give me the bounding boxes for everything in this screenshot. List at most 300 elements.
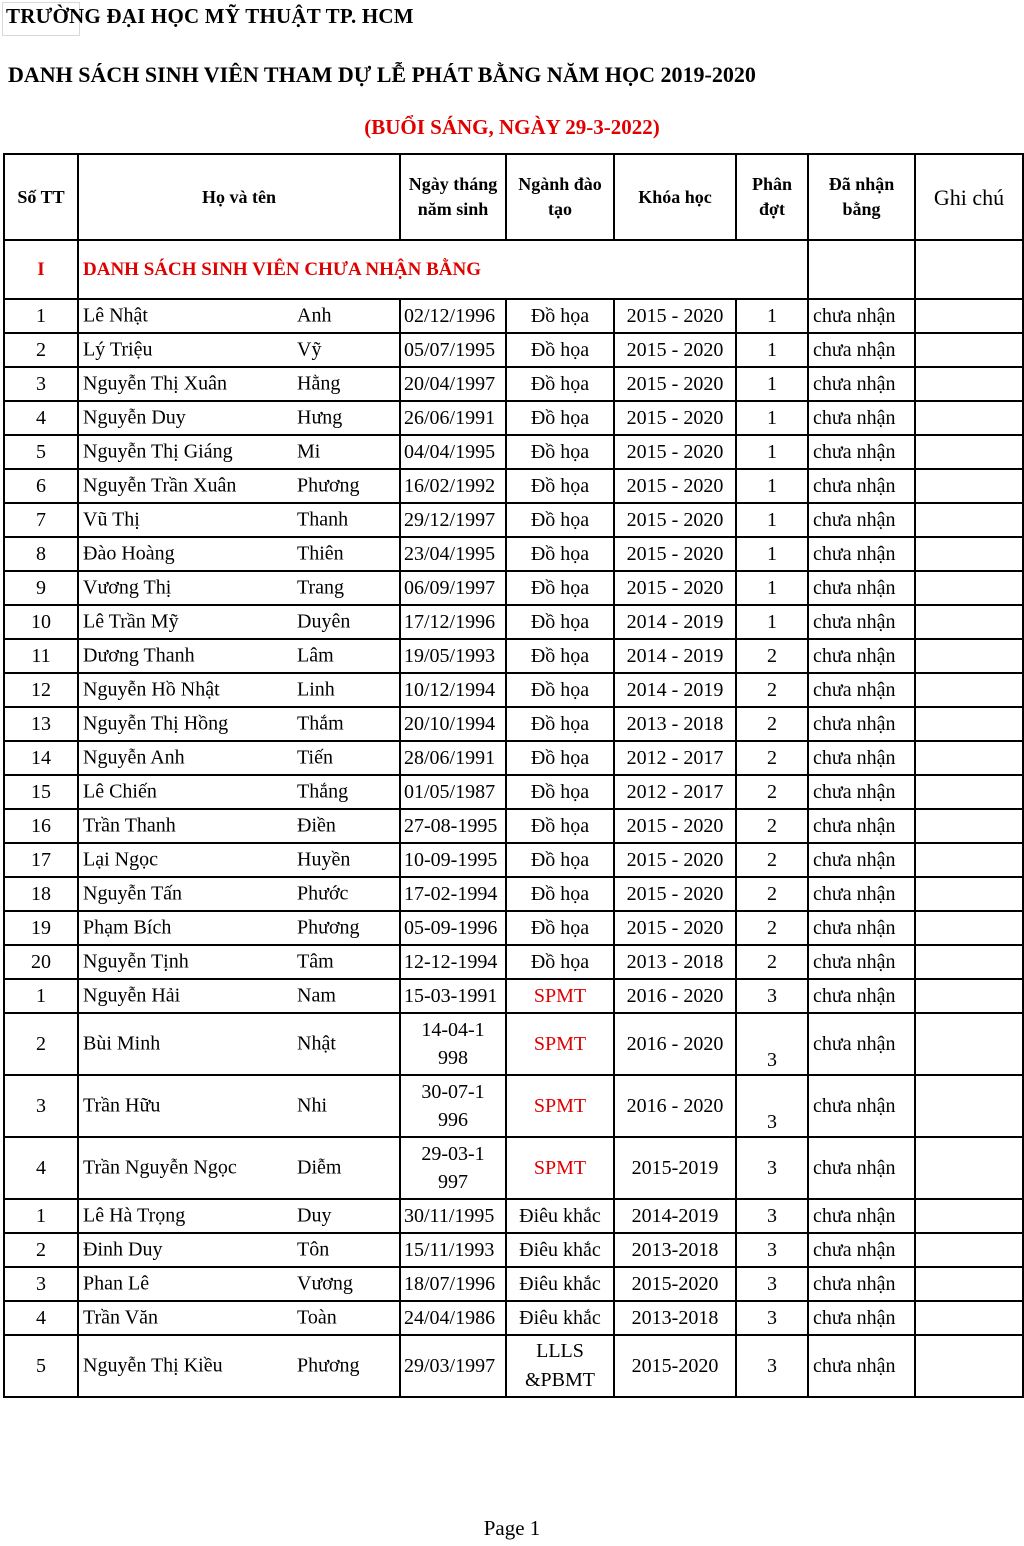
cell-major: Điêu khắc	[506, 1301, 614, 1335]
cell-received: chưa nhận	[808, 1137, 915, 1199]
cell-course: 2015 - 2020	[614, 503, 736, 537]
cell-batch: 1	[736, 435, 808, 469]
cell-stt: 18	[4, 877, 78, 911]
col-header-dob: Ngày tháng năm sinh	[400, 154, 506, 240]
cell-dob: 20/10/1994	[400, 707, 506, 741]
cell-note	[915, 979, 1023, 1013]
cell-note	[915, 571, 1023, 605]
cell-stt: 12	[4, 673, 78, 707]
cell-dob: 05-09-1996	[400, 911, 506, 945]
table-row	[4, 367, 1023, 401]
cell-major: Điêu khắc	[506, 1233, 614, 1267]
cell-course: 2015 - 2020	[614, 367, 736, 401]
cell-received: chưa nhận	[808, 1301, 915, 1335]
cell-first-name: Tôn	[297, 1238, 330, 1261]
table-row	[4, 945, 1023, 979]
cell-stt: 14	[4, 741, 78, 775]
cell-received: chưa nhận	[808, 1199, 915, 1233]
cell-last-name: Nguyễn Hồ Nhật	[83, 678, 220, 701]
table-row	[4, 333, 1023, 367]
table-row	[4, 435, 1023, 469]
cell-major: SPMT	[506, 979, 614, 1013]
table-row	[4, 537, 1023, 571]
cell-course: 2015 - 2020	[614, 843, 736, 877]
cell-stt: 13	[4, 707, 78, 741]
cell-major: Đồ họa	[506, 877, 614, 911]
cell-course: 2016 - 2020	[614, 1013, 736, 1075]
cell-note	[915, 367, 1023, 401]
cell-major: Đồ họa	[506, 571, 614, 605]
cell-stt: 17	[4, 843, 78, 877]
table-row	[4, 605, 1023, 639]
cell-dob: 30/11/1995	[400, 1199, 506, 1233]
cell-last-name: Nguyễn Tấn	[83, 882, 183, 905]
cell-course: 2016 - 2020	[614, 979, 736, 1013]
cell-batch: 1	[736, 333, 808, 367]
cell-stt: 19	[4, 911, 78, 945]
cell-first-name: Toàn	[297, 1306, 337, 1329]
cell-name	[78, 401, 400, 435]
cell-first-name: Duyên	[297, 610, 351, 633]
cell-first-name: Thắm	[297, 712, 344, 735]
cell-received: chưa nhận	[808, 741, 915, 775]
cell-note	[915, 1199, 1023, 1233]
table-row	[4, 1233, 1023, 1267]
cell-dob: 27-08-1995	[400, 809, 506, 843]
cell-last-name: Phạm Bích	[83, 916, 172, 939]
cell-batch: 2	[736, 945, 808, 979]
cell-course: 2013-2018	[614, 1233, 736, 1267]
table-row	[4, 1013, 1023, 1075]
cell-last-name: Đào Hoàng	[83, 542, 175, 565]
cell-received: chưa nhận	[808, 639, 915, 673]
table-row	[4, 911, 1023, 945]
cell-course: 2015 - 2020	[614, 435, 736, 469]
cell-dob: 18/07/1996	[400, 1267, 506, 1301]
cell-note	[915, 435, 1023, 469]
cell-batch: 2	[736, 809, 808, 843]
cell-name	[78, 809, 400, 843]
cell-name	[78, 1013, 400, 1075]
cell-stt: 16	[4, 809, 78, 843]
cell-first-name: Phương	[297, 474, 360, 497]
cell-last-name: Lại Ngọc	[83, 848, 158, 871]
cell-stt: 1	[4, 1199, 78, 1233]
cell-received: chưa nhận	[808, 401, 915, 435]
cell-batch: 3	[736, 1075, 808, 1137]
cell-stt: 5	[4, 1335, 78, 1397]
cell-first-name: Vỹ	[297, 338, 322, 361]
cell-batch: 2	[736, 911, 808, 945]
section-empty-cell	[736, 240, 808, 299]
cell-name	[78, 367, 400, 401]
cell-received: chưa nhận	[808, 809, 915, 843]
cell-note	[915, 741, 1023, 775]
table-row	[4, 741, 1023, 775]
table-header-row	[4, 154, 1023, 240]
cell-batch: 2	[736, 843, 808, 877]
cell-major: Đồ họa	[506, 537, 614, 571]
cell-course: 2015 - 2020	[614, 571, 736, 605]
cell-dob: 10-09-1995	[400, 843, 506, 877]
cell-dob: 02/12/1996	[400, 299, 506, 333]
cell-note	[915, 945, 1023, 979]
cell-first-name: Huyền	[297, 848, 351, 871]
cell-received: chưa nhận	[808, 673, 915, 707]
table-row	[4, 1075, 1023, 1137]
cell-major: Điêu khắc	[506, 1199, 614, 1233]
cell-name	[78, 707, 400, 741]
cell-first-name: Nam	[297, 984, 336, 1007]
cell-received: chưa nhận	[808, 333, 915, 367]
cell-batch: 2	[736, 775, 808, 809]
cell-first-name: Nhi	[297, 1094, 327, 1117]
cell-name	[78, 605, 400, 639]
cell-note	[915, 605, 1023, 639]
cell-course: 2015-2020	[614, 1267, 736, 1301]
cell-last-name: Lê Chiến	[83, 780, 157, 803]
cell-course: 2016 - 2020	[614, 1075, 736, 1137]
cell-major: Đồ họa	[506, 435, 614, 469]
cell-name	[78, 1137, 400, 1199]
cell-dob: 17/12/1996	[400, 605, 506, 639]
cell-course: 2015 - 2020	[614, 809, 736, 843]
cell-name	[78, 571, 400, 605]
cell-course: 2012 - 2017	[614, 741, 736, 775]
table-row	[4, 1199, 1023, 1233]
cell-note	[915, 503, 1023, 537]
cell-last-name: Lý Triệu	[83, 338, 153, 361]
cell-name	[78, 503, 400, 537]
cell-major: Đồ họa	[506, 809, 614, 843]
cell-stt: 3	[4, 367, 78, 401]
cell-last-name: Vương Thị	[83, 576, 172, 599]
cell-name	[78, 741, 400, 775]
cell-first-name: Thanh	[297, 508, 349, 531]
cell-dob: 15-03-1991	[400, 979, 506, 1013]
col-header-batch: Phân đợt	[736, 154, 808, 240]
cell-last-name: Lê Trần Mỹ	[83, 610, 179, 633]
cell-note	[915, 401, 1023, 435]
cell-last-name: Trần Văn	[83, 1306, 159, 1329]
cell-course: 2015 - 2020	[614, 877, 736, 911]
cell-first-name: Anh	[297, 304, 332, 327]
table-row	[4, 1335, 1023, 1397]
col-header-stt: Số TT	[4, 154, 78, 240]
cell-stt: 2	[4, 1233, 78, 1267]
cell-first-name: Phước	[297, 882, 349, 905]
cell-dob: 26/06/1991	[400, 401, 506, 435]
cell-name	[78, 673, 400, 707]
cell-major: Đồ họa	[506, 911, 614, 945]
cell-stt: 8	[4, 537, 78, 571]
cell-major: Điêu khắc	[506, 1267, 614, 1301]
cell-stt: 3	[4, 1267, 78, 1301]
table-row	[4, 639, 1023, 673]
col-header-major: Ngành đào tạo	[506, 154, 614, 240]
cell-note	[915, 469, 1023, 503]
cell-stt: 11	[4, 639, 78, 673]
cell-received: chưa nhận	[808, 945, 915, 979]
cell-last-name: Lê Nhật	[83, 304, 148, 327]
cell-last-name: Nguyễn Thị Hồng	[83, 712, 229, 735]
cell-dob: 20/04/1997	[400, 367, 506, 401]
cell-major: LLLS &PBMT	[506, 1335, 614, 1397]
cell-dob: 23/04/1995	[400, 537, 506, 571]
cell-note	[915, 1267, 1023, 1301]
cell-last-name: Trần Nguyễn Ngọc	[83, 1156, 237, 1179]
table-row	[4, 503, 1023, 537]
cell-dob: 29-03-1997	[400, 1137, 506, 1199]
cell-note	[915, 537, 1023, 571]
section-number: I	[4, 240, 78, 299]
table-row	[4, 673, 1023, 707]
cell-first-name: Duy	[297, 1204, 332, 1227]
cell-batch: 3	[736, 1233, 808, 1267]
cell-major: Đồ họa	[506, 741, 614, 775]
cell-dob: 10/12/1994	[400, 673, 506, 707]
cell-course: 2015 - 2020	[614, 333, 736, 367]
cell-name	[78, 537, 400, 571]
cell-last-name: Vũ Thị	[83, 508, 140, 531]
cell-name	[78, 1267, 400, 1301]
cell-received: chưa nhận	[808, 571, 915, 605]
cell-stt: 1	[4, 299, 78, 333]
cell-first-name: Hằng	[297, 372, 341, 395]
cell-stt: 10	[4, 605, 78, 639]
cell-received: chưa nhận	[808, 1335, 915, 1397]
cell-last-name: Lê Hà Trọng	[83, 1204, 186, 1227]
cell-received: chưa nhận	[808, 1013, 915, 1075]
cell-course: 2015 - 2020	[614, 537, 736, 571]
table-row	[4, 469, 1023, 503]
cell-major: Đồ họa	[506, 707, 614, 741]
cell-last-name: Nguyễn Trần Xuân	[83, 474, 237, 497]
cell-major: Đồ họa	[506, 333, 614, 367]
cell-stt: 7	[4, 503, 78, 537]
cell-last-name: Nguyễn Thị Xuân	[83, 372, 228, 395]
cell-name	[78, 1075, 400, 1137]
cell-note	[915, 809, 1023, 843]
cell-batch: 2	[736, 877, 808, 911]
cell-course: 2014 - 2019	[614, 673, 736, 707]
cell-note	[915, 639, 1023, 673]
cell-name	[78, 469, 400, 503]
cell-note	[915, 1335, 1023, 1397]
cell-note	[915, 877, 1023, 911]
table-row	[4, 571, 1023, 605]
table-row	[4, 809, 1023, 843]
cell-first-name: Mi	[297, 440, 321, 463]
cell-dob: 12-12-1994	[400, 945, 506, 979]
cell-batch: 3	[736, 1335, 808, 1397]
cell-first-name: Thiên	[297, 542, 344, 565]
cell-name	[78, 1233, 400, 1267]
cell-stt: 4	[4, 1137, 78, 1199]
cell-course: 2012 - 2017	[614, 775, 736, 809]
cell-batch: 3	[736, 1199, 808, 1233]
cell-note	[915, 1301, 1023, 1335]
cell-course: 2014 - 2019	[614, 605, 736, 639]
cell-note	[915, 333, 1023, 367]
section-empty-cell	[915, 240, 1023, 299]
cell-last-name: Nguyễn Duy	[83, 406, 186, 429]
cell-batch: 3	[736, 1267, 808, 1301]
cell-received: chưa nhận	[808, 707, 915, 741]
cell-name	[78, 333, 400, 367]
cell-dob: 17-02-1994	[400, 877, 506, 911]
cell-received: chưa nhận	[808, 503, 915, 537]
cell-note	[915, 843, 1023, 877]
document-subtitle: (BUỔI SÁNG, NGÀY 29-3-2022)	[364, 115, 660, 139]
cell-course: 2014 - 2019	[614, 639, 736, 673]
cell-last-name: Bùi Minh	[83, 1032, 161, 1055]
cell-dob: 19/05/1993	[400, 639, 506, 673]
cell-major: Đồ họa	[506, 639, 614, 673]
cell-received: chưa nhận	[808, 979, 915, 1013]
cell-name	[78, 877, 400, 911]
cell-batch: 1	[736, 469, 808, 503]
cell-received: chưa nhận	[808, 299, 915, 333]
cell-stt: 9	[4, 571, 78, 605]
school-name: TRƯỜNG ĐẠI HỌC MỸ THUẬT TP. HCM	[6, 4, 414, 28]
cell-batch: 3	[736, 1137, 808, 1199]
cell-name	[78, 945, 400, 979]
cell-received: chưa nhận	[808, 843, 915, 877]
cell-first-name: Vương	[297, 1272, 353, 1295]
cell-batch: 2	[736, 673, 808, 707]
cell-major: Đồ họa	[506, 605, 614, 639]
cell-major: SPMT	[506, 1013, 614, 1075]
document-title: DANH SÁCH SINH VIÊN THAM DỰ LỄ PHÁT BẰNG NĂM HỌC 2019-2020	[8, 62, 756, 87]
section-row	[4, 240, 1023, 299]
cell-dob: 30-07-1996	[400, 1075, 506, 1137]
cell-course: 2014-2019	[614, 1199, 736, 1233]
col-header-note: Ghi chú	[915, 154, 1023, 240]
cell-stt: 3	[4, 1075, 78, 1137]
cell-name	[78, 435, 400, 469]
cell-last-name: Nguyễn Tịnh	[83, 950, 189, 973]
cell-last-name: Nguyễn Thị Giáng	[83, 440, 233, 463]
cell-course: 2015 - 2020	[614, 469, 736, 503]
cell-stt: 4	[4, 401, 78, 435]
cell-first-name: Nhật	[297, 1032, 336, 1055]
cell-batch: 1	[736, 367, 808, 401]
cell-major: SPMT	[506, 1137, 614, 1199]
cell-batch: 1	[736, 571, 808, 605]
cell-note	[915, 911, 1023, 945]
cell-last-name: Đinh Duy	[83, 1238, 163, 1261]
cell-major: Đồ họa	[506, 299, 614, 333]
cell-dob: 01/05/1987	[400, 775, 506, 809]
page-number: Page 1	[483, 1516, 541, 1540]
section-title: DANH SÁCH SINH VIÊN CHƯA NHẬN BẰNG	[78, 240, 736, 299]
cell-stt: 1	[4, 979, 78, 1013]
cell-major: Đồ họa	[506, 945, 614, 979]
cell-name	[78, 775, 400, 809]
cell-course: 2015 - 2020	[614, 299, 736, 333]
cell-name	[78, 843, 400, 877]
section-empty-cell	[808, 240, 915, 299]
cell-note	[915, 1137, 1023, 1199]
cell-last-name: Dương Thanh	[83, 644, 195, 667]
cell-name	[78, 911, 400, 945]
cell-course: 2015-2019	[614, 1137, 736, 1199]
cell-note	[915, 1075, 1023, 1137]
col-header-course: Khóa học	[614, 154, 736, 240]
cell-received: chưa nhận	[808, 1267, 915, 1301]
cell-name	[78, 1335, 400, 1397]
cell-name	[78, 979, 400, 1013]
cell-first-name: Phương	[297, 916, 360, 939]
cell-first-name: Phương	[297, 1354, 360, 1377]
cell-received: chưa nhận	[808, 1075, 915, 1137]
cell-course: 2015 - 2020	[614, 401, 736, 435]
cell-dob: 29/03/1997	[400, 1335, 506, 1397]
cell-dob: 16/02/1992	[400, 469, 506, 503]
cell-dob: 28/06/1991	[400, 741, 506, 775]
cell-batch: 3	[736, 979, 808, 1013]
cell-received: chưa nhận	[808, 775, 915, 809]
cell-course: 2015 - 2020	[614, 911, 736, 945]
cell-received: chưa nhận	[808, 911, 915, 945]
cell-course: 2015-2020	[614, 1335, 736, 1397]
cell-batch: 1	[736, 537, 808, 571]
cell-stt: 20	[4, 945, 78, 979]
cell-note	[915, 1233, 1023, 1267]
cell-major: Đồ họa	[506, 775, 614, 809]
cell-dob: 15/11/1993	[400, 1233, 506, 1267]
cell-major: Đồ họa	[506, 367, 614, 401]
cell-name	[78, 1199, 400, 1233]
cell-first-name: Thắng	[297, 780, 349, 803]
cell-major: Đồ họa	[506, 843, 614, 877]
cell-stt: 2	[4, 1013, 78, 1075]
cell-major: Đồ họa	[506, 503, 614, 537]
cell-first-name: Diễm	[297, 1156, 342, 1179]
cell-name	[78, 1301, 400, 1335]
cell-batch: 1	[736, 605, 808, 639]
cell-note	[915, 775, 1023, 809]
table-row	[4, 1137, 1023, 1199]
cell-batch: 2	[736, 707, 808, 741]
cell-received: chưa nhận	[808, 367, 915, 401]
cell-batch: 3	[736, 1301, 808, 1335]
col-header-received: Đã nhận bằng	[808, 154, 915, 240]
table-row	[4, 1267, 1023, 1301]
cell-batch: 1	[736, 503, 808, 537]
table-row	[4, 1301, 1023, 1335]
cell-major: SPMT	[506, 1075, 614, 1137]
table-row	[4, 401, 1023, 435]
cell-stt: 15	[4, 775, 78, 809]
cell-batch: 2	[736, 741, 808, 775]
cell-first-name: Hưng	[297, 406, 343, 429]
cell-last-name: Nguyễn Anh	[83, 746, 185, 769]
cell-last-name: Phan Lê	[83, 1272, 150, 1295]
cell-first-name: Linh	[297, 678, 335, 701]
table-row	[4, 877, 1023, 911]
cell-note	[915, 1013, 1023, 1075]
cell-major: Đồ họa	[506, 673, 614, 707]
cell-course: 2013 - 2018	[614, 945, 736, 979]
cell-received: chưa nhận	[808, 435, 915, 469]
table-row	[4, 775, 1023, 809]
cell-received: chưa nhận	[808, 605, 915, 639]
cell-name	[78, 639, 400, 673]
cell-major: Đồ họa	[506, 469, 614, 503]
cell-first-name: Tâm	[297, 950, 334, 973]
